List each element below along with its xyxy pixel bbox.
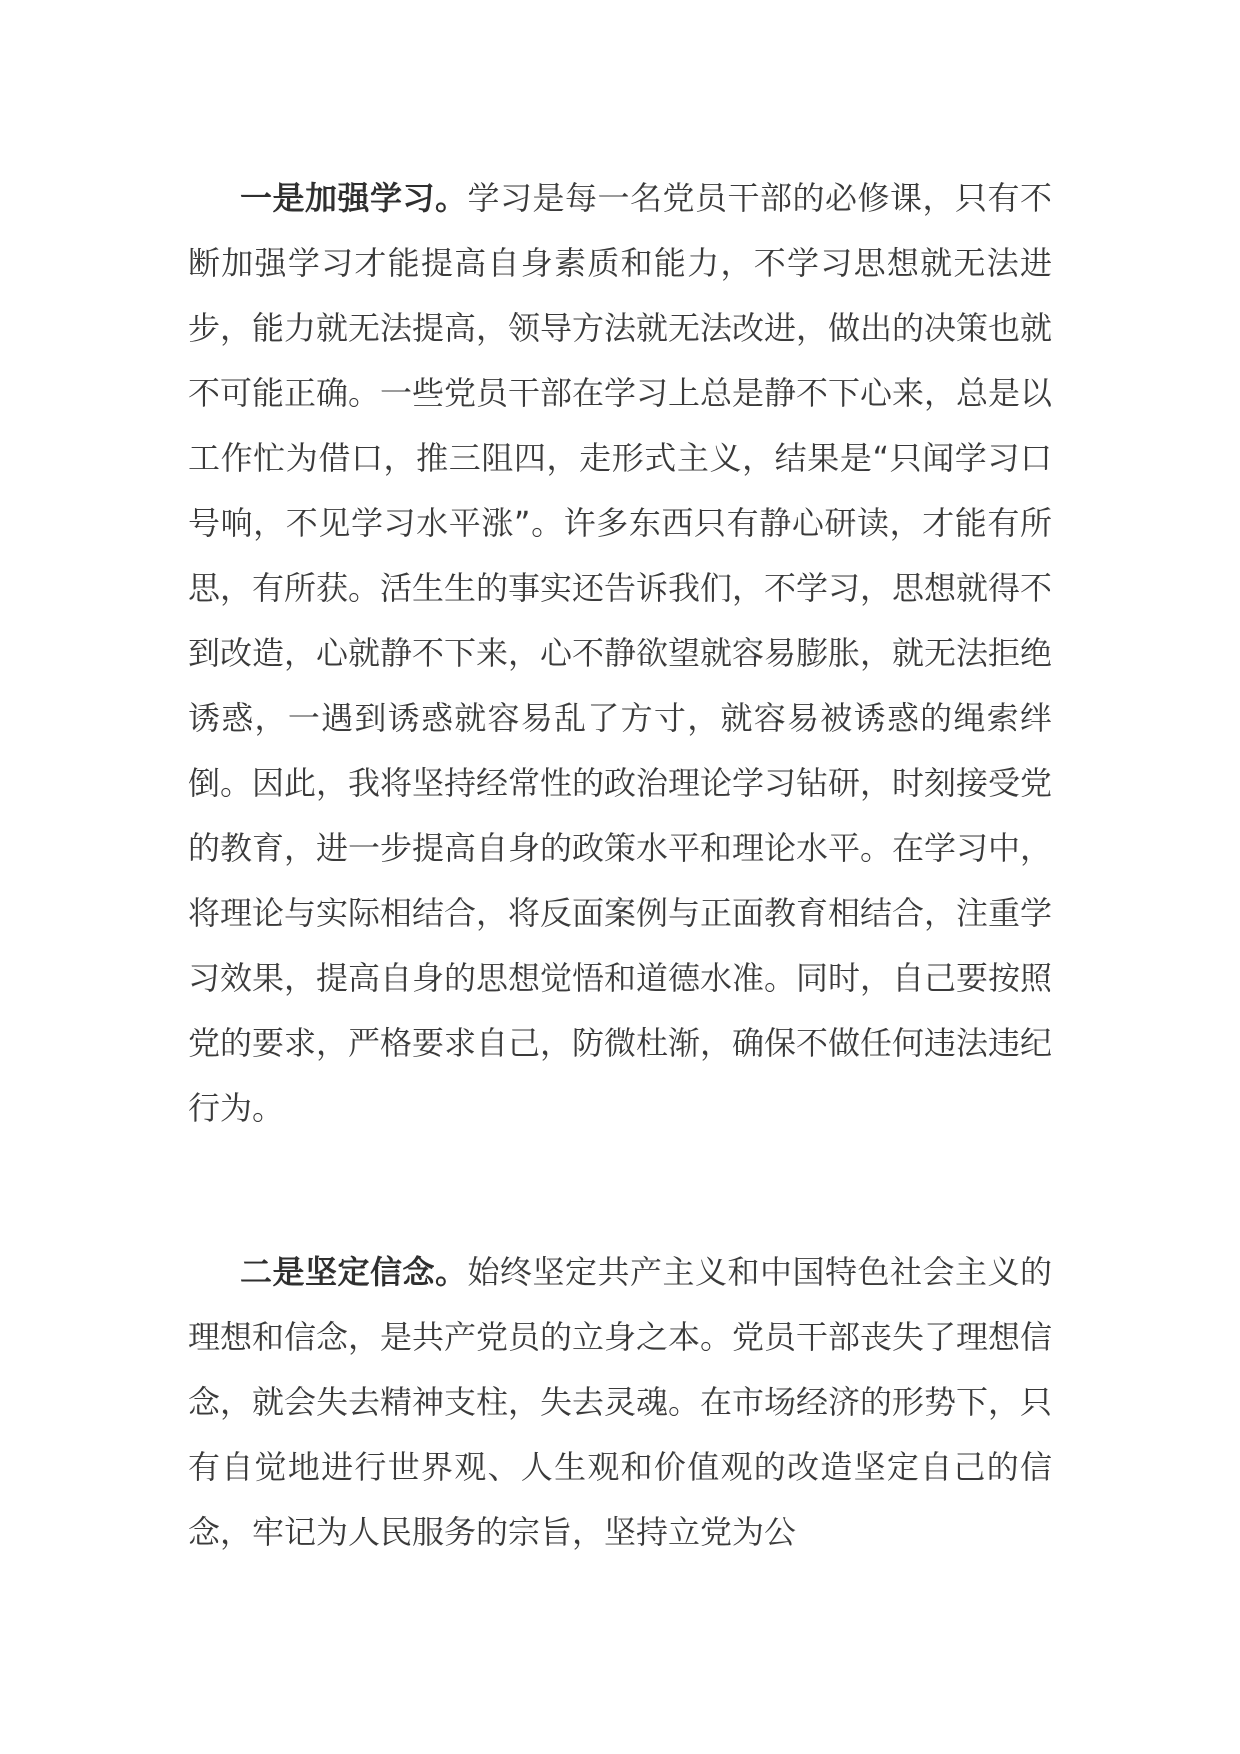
paragraph-body: 始终坚定共产主义和中国特色社会主义的理想和信念，是共产党员的立身之本。党员干部丧失了理想信念，就会失去精神支柱，失去灵魂。在市场经济的形势下，只有自觉地进行世界观、人生观和价值观的改造坚定自己的信念，牢记为人民服务的宗旨，坚持立党为公 [188, 1253, 1053, 1551]
paragraph-lead-heading: 二是坚定信念。 [240, 1253, 468, 1291]
paragraph-lead-heading: 一是加强学习。 [240, 179, 468, 217]
paragraph-body: 学习是每一名党员干部的必修课，只有不断加强学习才能提高自身素质和能力，不学习思想就无法进步，能力就无法提高，领导方法就无法改进，做出的决策也就不可能正确。一些党员干部在学习上总是静不下心来，总是以工作忙为借口，推三阻四，走形式主义，结果是“只闻学习口号响，不见学习水平涨”。许多东西只有静心研读，才能有所思，有所获。活生生的事实还告诉我们，不学习，思想就得不到改造，心就静不下来，心不静欲望就容易膨胀，就无法拒绝诱惑，一遇到诱惑就容易乱了方寸，就容易被诱惑的绳索绊倒。因此，我将坚持经常性的政治理论学习钻研，时刻接受党的教育，进一步提高自身的政策水平和理论水平。在学习中，将理论与实际相结合，将反面案例与正面教育相结合，注重学习效果，提高自身的思想觉悟和道德水准。同时，自己要按照党的要求，严格要求自己，防微杜渐，确保不做任何违法违纪行为。 [188, 179, 1053, 1127]
paragraph-firm-belief [188, 1240, 1052, 1565]
paragraph-text [188, 1240, 1052, 1565]
paragraph-strengthen-learning [188, 166, 1052, 1141]
paragraph-text [188, 166, 1052, 1141]
